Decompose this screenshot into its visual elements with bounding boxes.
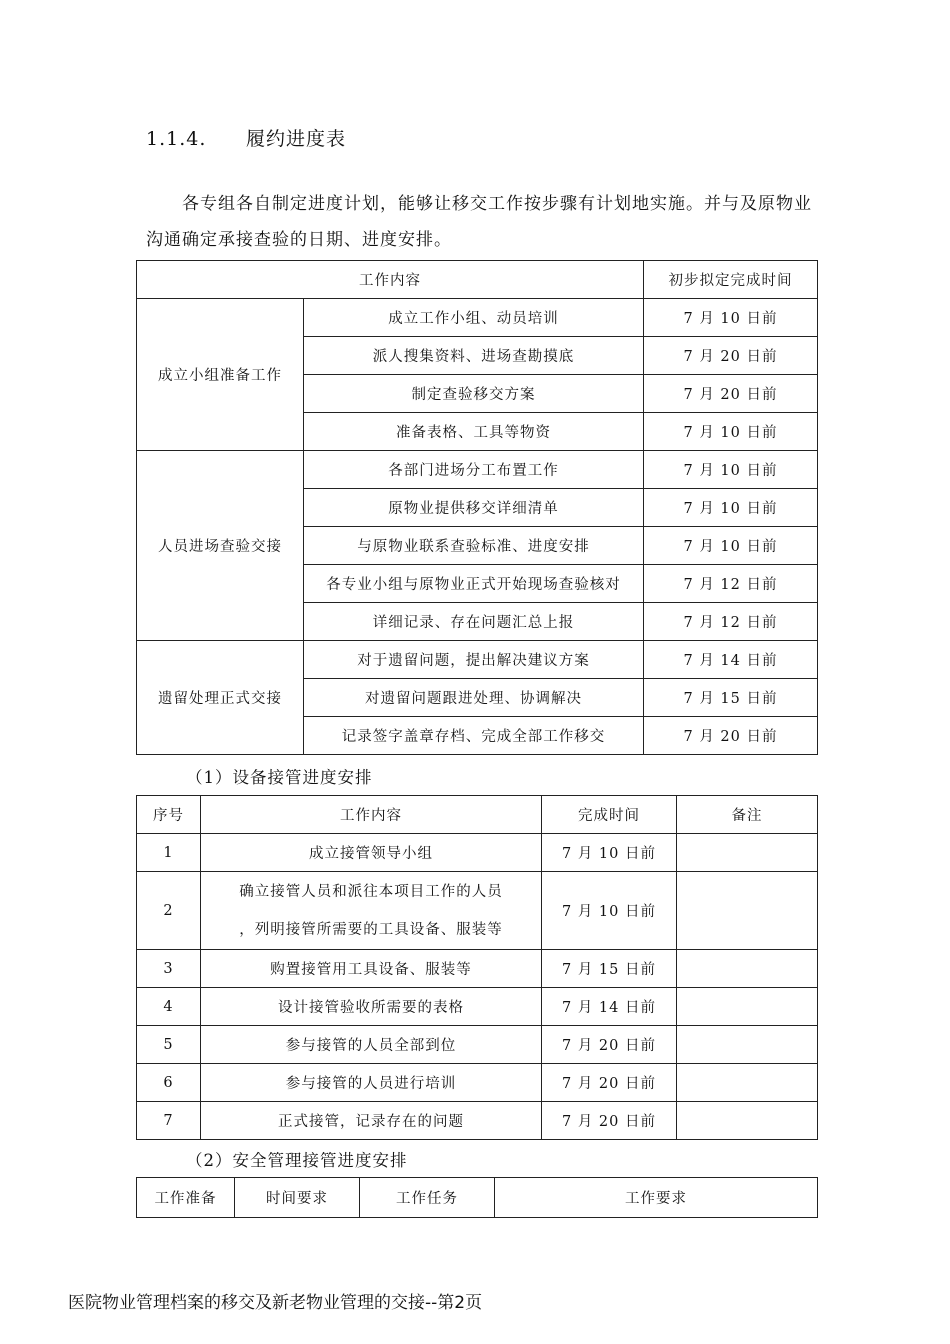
equipment-section-title: （1）设备接管进度安排 — [186, 768, 373, 787]
header-cell: 时间要求 — [235, 1178, 360, 1218]
date-cell: 7 月 14 日前 — [644, 641, 818, 679]
safety-section-title: （2）安全管理接管进度安排 — [186, 1151, 408, 1170]
section-heading — [146, 124, 346, 151]
table-row — [137, 641, 818, 679]
date-cell: 7 月 10 日前 — [542, 872, 677, 950]
task-cell: 制定查验移交方案 — [304, 375, 644, 413]
task-cell — [201, 872, 542, 950]
table-header-row — [137, 796, 818, 834]
group-cell: 成立小组准备工作 — [137, 299, 304, 451]
note-cell — [677, 988, 818, 1026]
row-number: 6 — [137, 1064, 201, 1102]
task-line: ，列明接管所需要的工具设备、服装等 — [239, 921, 503, 938]
date-cell: 7 月 10 日前 — [542, 834, 677, 872]
task-cell: 准备表格、工具等物资 — [304, 413, 644, 451]
task-cell: 记录签字盖章存档、完成全部工作移交 — [304, 717, 644, 755]
date-cell: 7 月 10 日前 — [644, 527, 818, 565]
table-row — [137, 299, 818, 337]
header-cell: 工作任务 — [360, 1178, 495, 1218]
date-cell: 7 月 14 日前 — [542, 988, 677, 1026]
table-row — [137, 872, 818, 950]
table-row — [137, 451, 818, 489]
schedule-table — [136, 260, 818, 755]
safety-takeover-table — [136, 1177, 818, 1218]
group-cell: 人员进场查验交接 — [137, 451, 304, 641]
date-cell: 7 月 10 日前 — [644, 489, 818, 527]
date-cell: 7 月 20 日前 — [644, 375, 818, 413]
header-cell: 工作准备 — [137, 1178, 235, 1218]
note-cell — [677, 1102, 818, 1140]
table-header-row — [137, 1178, 818, 1218]
task-cell: 详细记录、存在问题汇总上报 — [304, 603, 644, 641]
task-line: 确立接管人员和派往本项目工作的人员 — [239, 883, 503, 900]
task-cell: 与原物业联系查验标准、进度安排 — [304, 527, 644, 565]
row-number: 4 — [137, 988, 201, 1026]
header-cell: 初步拟定完成时间 — [644, 261, 818, 299]
table-row — [137, 1064, 818, 1102]
task-cell: 对于遗留问题，提出解决建议方案 — [304, 641, 644, 679]
date-cell: 7 月 20 日前 — [542, 1102, 677, 1140]
task-cell: 各专业小组与原物业正式开始现场查验核对 — [304, 565, 644, 603]
header-cell: 备注 — [677, 796, 818, 834]
equipment-takeover-table — [136, 795, 818, 1140]
table-row — [137, 950, 818, 988]
date-cell: 7 月 20 日前 — [644, 337, 818, 375]
header-cell: 工作内容 — [137, 261, 644, 299]
task-cell: 购置接管用工具设备、服装等 — [201, 950, 542, 988]
table-header-row — [137, 261, 818, 299]
date-cell: 7 月 12 日前 — [644, 565, 818, 603]
table-row — [137, 834, 818, 872]
row-number: 5 — [137, 1026, 201, 1064]
task-cell: 参与接管的人员进行培训 — [201, 1064, 542, 1102]
table-row — [137, 1102, 818, 1140]
date-cell: 7 月 20 日前 — [542, 1064, 677, 1102]
row-number: 2 — [137, 872, 201, 950]
task-cell: 正式接管，记录存在的问题 — [201, 1102, 542, 1140]
header-cell: 序号 — [137, 796, 201, 834]
date-cell: 7 月 10 日前 — [644, 451, 818, 489]
task-cell: 参与接管的人员全部到位 — [201, 1026, 542, 1064]
date-cell: 7 月 20 日前 — [542, 1026, 677, 1064]
note-cell — [677, 872, 818, 950]
date-cell: 7 月 15 日前 — [644, 679, 818, 717]
section-number: 1.1.4. — [146, 128, 207, 150]
date-cell: 7 月 20 日前 — [644, 717, 818, 755]
note-cell — [677, 950, 818, 988]
task-cell: 对遗留问题跟进处理、协调解决 — [304, 679, 644, 717]
task-cell: 成立工作小组、动员培训 — [304, 299, 644, 337]
page-footer: 医院物业管理档案的移交及新老物业管理的交接--第2页 — [68, 1293, 483, 1313]
task-cell: 成立接管领导小组 — [201, 834, 542, 872]
task-cell: 原物业提供移交详细清单 — [304, 489, 644, 527]
group-cell: 遗留处理正式交接 — [137, 641, 304, 755]
date-cell: 7 月 15 日前 — [542, 950, 677, 988]
intro-paragraph: 各专组各自制定进度计划，能够让移交工作按步骤有计划地实施。并与及原物业沟通确定承接查验的日期、进度安排。 — [146, 194, 812, 250]
note-cell — [677, 1026, 818, 1064]
task-cell: 设计接管验收所需要的表格 — [201, 988, 542, 1026]
section-title: 履约进度表 — [246, 128, 347, 150]
header-cell: 完成时间 — [542, 796, 677, 834]
date-cell: 7 月 12 日前 — [644, 603, 818, 641]
date-cell: 7 月 10 日前 — [644, 413, 818, 451]
date-cell: 7 月 10 日前 — [644, 299, 818, 337]
task-cell: 各部门进场分工布置工作 — [304, 451, 644, 489]
row-number: 3 — [137, 950, 201, 988]
table-row — [137, 1026, 818, 1064]
header-cell: 工作内容 — [201, 796, 542, 834]
table-row — [137, 988, 818, 1026]
header-cell: 工作要求 — [495, 1178, 818, 1218]
row-number: 7 — [137, 1102, 201, 1140]
note-cell — [677, 1064, 818, 1102]
note-cell — [677, 834, 818, 872]
row-number: 1 — [137, 834, 201, 872]
task-cell: 派人搜集资料、进场查勘摸底 — [304, 337, 644, 375]
